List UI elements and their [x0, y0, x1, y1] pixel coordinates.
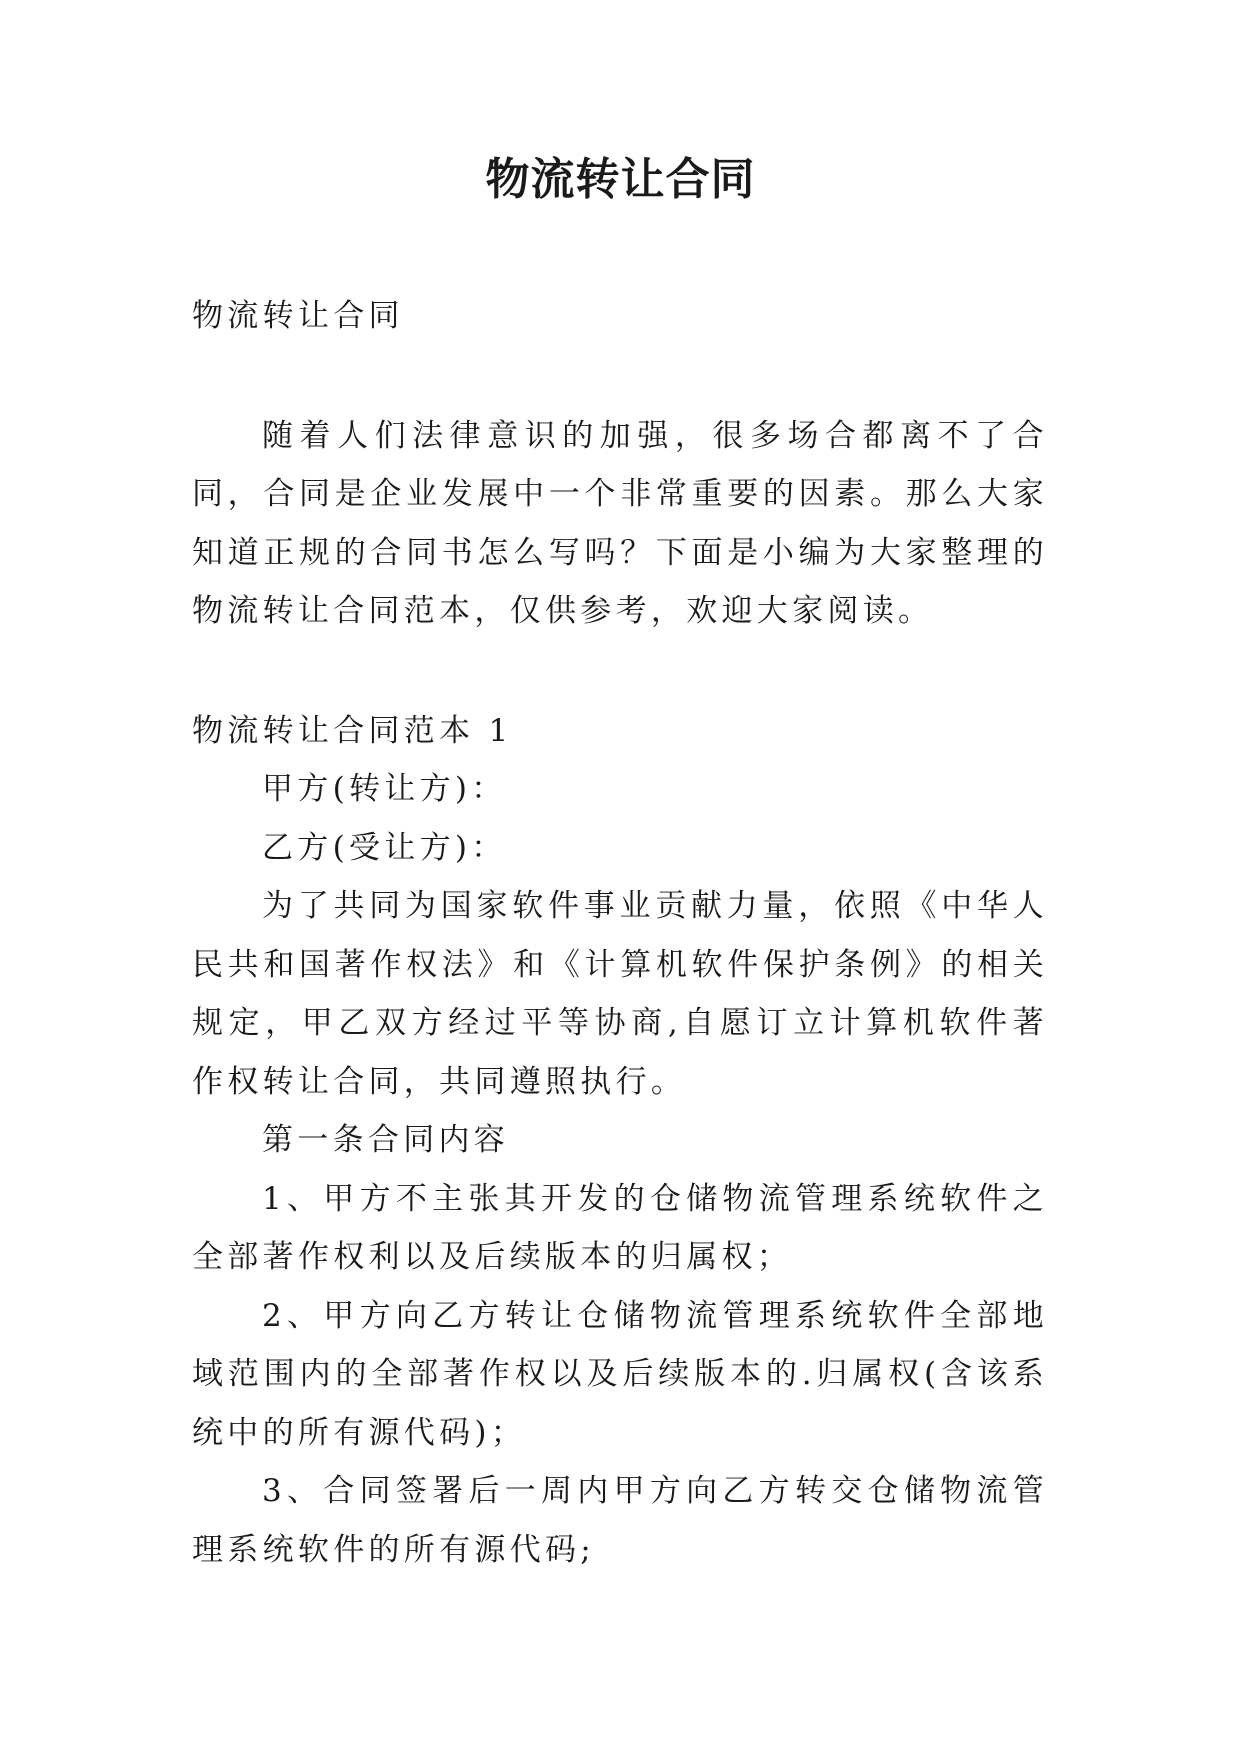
party-a-line: 甲方(转让方)： — [262, 771, 507, 807]
clause-2: 2、甲方向乙方转让仓储物流管理系统软件全部地域范围内的全部著作权以及后续版本的.归属权(含该系统中的所有源代码)； — [192, 1297, 1048, 1451]
preamble-paragraph: 为了共同为国家软件事业贡献力量，依照《中华人民共和国著作权法》和《计算机软件保护条例》的相关规定，甲乙双方经过平等协商,自愿订立计算机软件著作权转让合同，共同遵照执行。 — [192, 888, 1048, 1100]
clause-3: 3、合同签署后一周内甲方向乙方转交仓储物流管理系统软件的所有源代码; — [192, 1473, 1048, 1568]
party-b-line: 乙方(受让方)： — [262, 829, 507, 866]
intro-paragraph: 随着人们法律意识的加强，很多场合都离不了合同，合同是企业发展中一个非常重要的因素。那么大家知道正规的合同书怎么写吗？下面是小编为大家整理的物流转让合同范本，仅供参考，欢迎大家阅读。 — [192, 417, 1048, 629]
document-body — [192, 287, 1048, 1579]
clause-1: 1、甲方不主张其开发的仓储物流管理系统软件之全部著作权利以及后续版本的归属权； — [192, 1180, 1048, 1275]
document-subtitle: 物流转让合同 — [192, 298, 404, 334]
article-1-heading: 第一条合同内容 — [262, 1122, 510, 1158]
document-title: 物流转让合同 — [485, 154, 756, 205]
section-heading: 物流转让合同范本 1 — [192, 712, 513, 749]
